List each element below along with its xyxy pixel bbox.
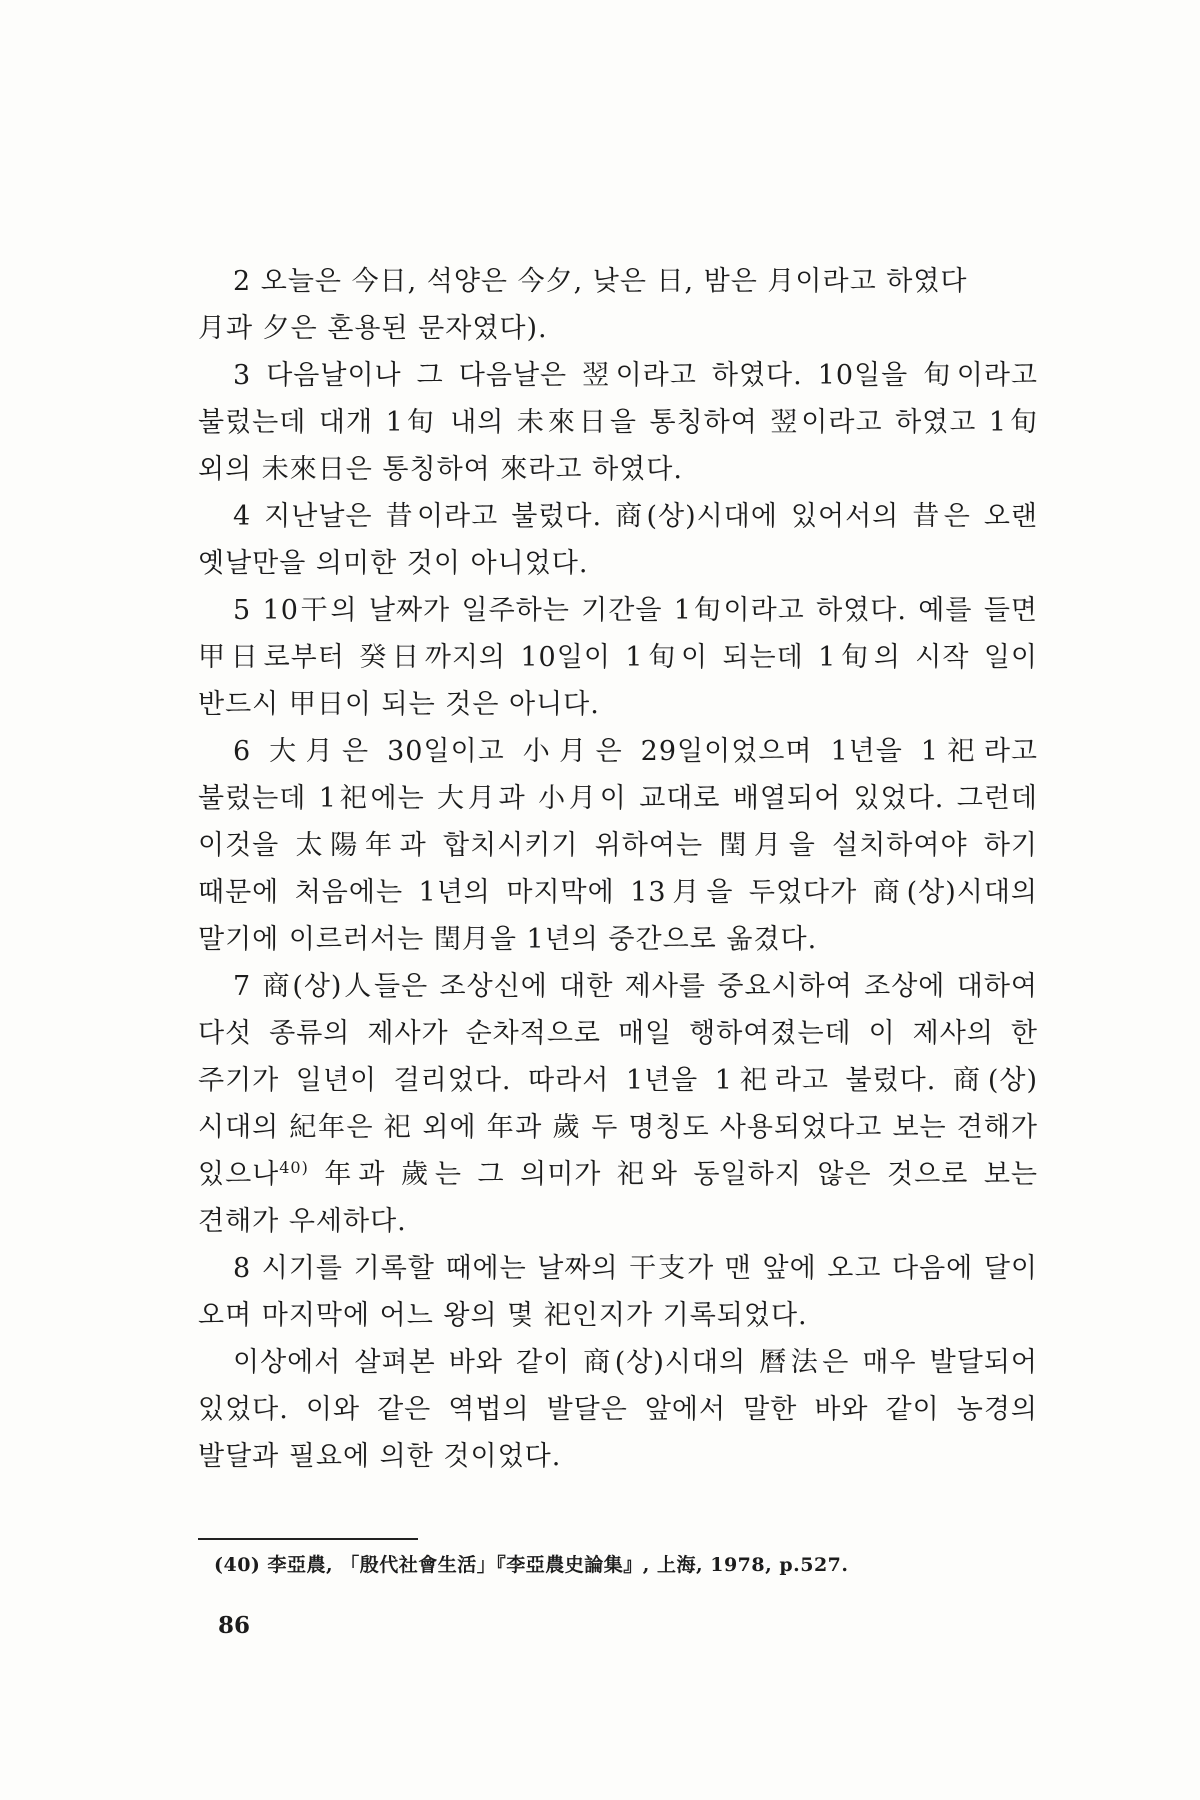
paragraph-7-part-2: 年과 歲는 그 의미가 祀와 동일하지 않은 것으로 보는 견해가 우세하다. <box>198 1159 1038 1237</box>
paragraph-5: 5 10干의 날짜가 일주하는 기간을 1旬이라고 하였다. 예를 들면 甲日로부터 癸日까지의 10일이 1旬이 되는데 1旬의 시작 일이 반드시 甲日이 되는 것은 아니다. <box>198 595 1038 720</box>
paragraph-6: 6 大月은 30일이고 小月은 29일이었으며 1년을 1祀라고 불렀는데 1祀에는 大月과 小月이 교대로 배열되어 있었다. 그런데 이것을 太陽年과 합치시키기 위하여는 閏月을 설치하여야 하기 때문에 처음에는 1년의 마지막에 13月을 두었다가 商(상)시대의 말기에 이르러서는 閏月을 1년의 중간으로 옮겼다. <box>198 736 1038 955</box>
paragraph-8: 8 시기를 기록할 때에는 날짜의 干支가 맨 앞에 오고 다음에 달이 오며 마지막에 어느 왕의 몇 祀인지가 기록되었다. <box>198 1253 1038 1331</box>
body-text <box>198 258 1038 1480</box>
paragraph-3: 3 다음날이나 그 다음날은 翌이라고 하였다. 10일을 旬이라고 불렀는데 대개 1旬 내의 未來日을 통칭하여 翌이라고 하였고 1旬 외의 未來日은 통칭하여 來라고 하였다. <box>198 360 1038 485</box>
paragraph-summary: 이상에서 살펴본 바와 같이 商(상)시대의 曆法은 매우 발달되어 있었다. 이와 같은 역법의 발달은 앞에서 말한 바와 같이 농경의 발달과 필요에 의한 것이었다. <box>198 1347 1038 1472</box>
page-number: 86 <box>218 1612 251 1639</box>
footnote-40: (40) 李亞農, 「殷代社會生活」『李亞農史論集』, 上海, 1978, p.527. <box>214 1554 849 1576</box>
paragraph-2-line-1: 2 오늘은 今日, 석양은 今夕, 낮은 日, 밤은 月이라고 하였다 <box>233 266 968 297</box>
paragraph-2-line-2: 月과 夕은 혼용된 문자였다). <box>198 313 548 344</box>
footnote-ref-40: 40) <box>279 1158 309 1177</box>
paragraph-7-part-1: 7 商(상)人들은 조상신에 대한 제사를 중요시하여 조상에 대하여 다섯 종류의 제사가 순차적으로 매일 행하여졌는데 이 제사의 한 주기가 일년이 걸리었다. 따라서 1년을 1祀라고 불렀다. 商(상)시대의 紀年은 祀 외에 年과 歲 두 명칭도 사용되었다고 보는 견해가 있으나 <box>198 971 1038 1190</box>
footnote-divider <box>198 1538 418 1540</box>
paragraph-4: 4 지난날은 昔이라고 불렀다. 商(상)시대에 있어서의 昔은 오랜 옛날만을 의미한 것이 아니었다. <box>198 501 1038 579</box>
paragraph-7 <box>198 963 1038 1245</box>
